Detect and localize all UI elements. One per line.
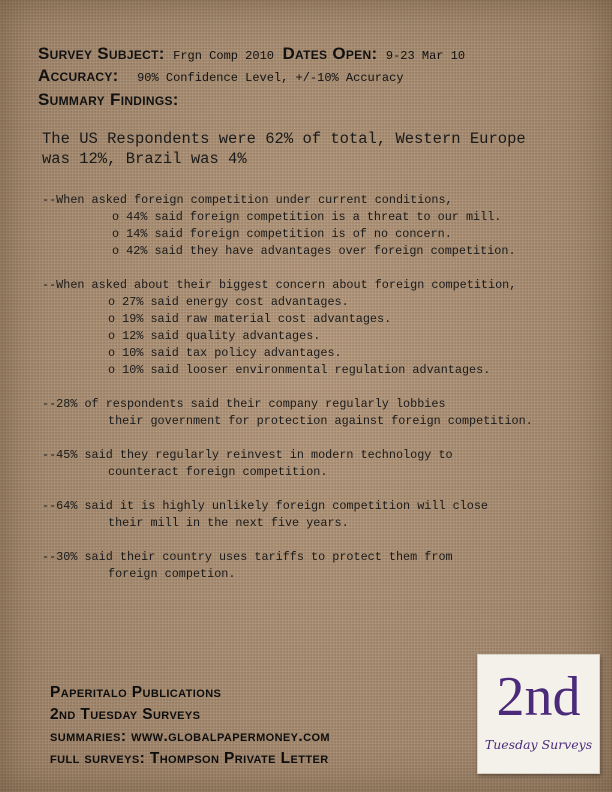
publisher-footer xyxy=(50,682,330,770)
finding-continuation: their government for protection against foreign competition. xyxy=(108,414,533,428)
finding-intro: --28% of respondents said their company regularly lobbies xyxy=(42,397,446,411)
finding-intro: --When asked foreign competition under current conditions, xyxy=(42,193,453,207)
second-tuesday-logo xyxy=(477,654,600,774)
finding-section xyxy=(42,549,533,583)
finding-bullet: o 14% said foreign competition is of no concern. xyxy=(112,227,452,241)
series-name: 2nd Tuesday Surveys xyxy=(50,706,201,723)
summaries-link[interactable]: summaries: www.globalpapermoney.com xyxy=(50,728,330,745)
finding-continuation: foreign competion. xyxy=(108,567,236,581)
subject-dates-row xyxy=(38,44,469,64)
logo-small-text: Tuesday Surveys xyxy=(484,737,593,752)
dates-label: Dates Open: xyxy=(282,44,378,63)
finding-intro: --64% said it is highly unlikely foreign competition will close xyxy=(42,499,488,513)
finding-bullet: o 27% said energy cost advantages. xyxy=(108,295,349,309)
finding-section xyxy=(42,498,533,532)
publisher-name: Paperitalo Publications xyxy=(50,684,222,701)
finding-bullet: o 10% said looser environmental regulation advantages. xyxy=(108,363,491,377)
lead-paragraph xyxy=(42,129,526,169)
finding-continuation: their mill in the next five years. xyxy=(108,516,349,530)
finding-intro: --When asked about their biggest concern about foreign competition, xyxy=(42,278,517,292)
finding-section xyxy=(42,396,533,430)
summary-label: Summary Findings: xyxy=(38,90,179,109)
finding-bullet: o 44% said foreign competition is a threat to our mill. xyxy=(112,210,502,224)
finding-section xyxy=(42,277,533,379)
finding-bullet: o 10% said tax policy advantages. xyxy=(108,346,342,360)
subject-value: Frgn Comp 2010 xyxy=(173,49,274,63)
subject-label: Survey Subject: xyxy=(38,44,165,63)
summary-row xyxy=(38,90,179,110)
finding-section xyxy=(42,192,533,260)
finding-continuation: counteract foreign competition. xyxy=(108,465,328,479)
finding-bullet: o 42% said they have advantages over foreign competition. xyxy=(112,244,516,258)
finding-bullet: o 19% said raw material cost advantages. xyxy=(108,312,392,326)
findings-list xyxy=(42,192,533,600)
finding-section xyxy=(42,447,533,481)
accuracy-value: 90% Confidence Level, +/-10% Accuracy xyxy=(137,71,404,85)
dates-value: 9-23 Mar 10 xyxy=(385,49,466,63)
finding-intro: --30% said their country uses tariffs to protect them from xyxy=(42,550,453,564)
lead-line: The US Respondents were 62% of total, Western Europe xyxy=(42,130,526,148)
accuracy-row xyxy=(38,66,408,86)
finding-intro: --45% said they regularly reinvest in modern technology to xyxy=(42,448,453,462)
finding-bullet: o 12% said quality advantages. xyxy=(108,329,321,343)
lead-line: was 12%, Brazil was 4% xyxy=(42,150,247,168)
full-surveys-line: full surveys: Thompson Private Letter xyxy=(50,750,329,767)
accuracy-label: Accuracy: xyxy=(38,66,119,85)
logo-big-text: 2nd xyxy=(496,666,581,728)
